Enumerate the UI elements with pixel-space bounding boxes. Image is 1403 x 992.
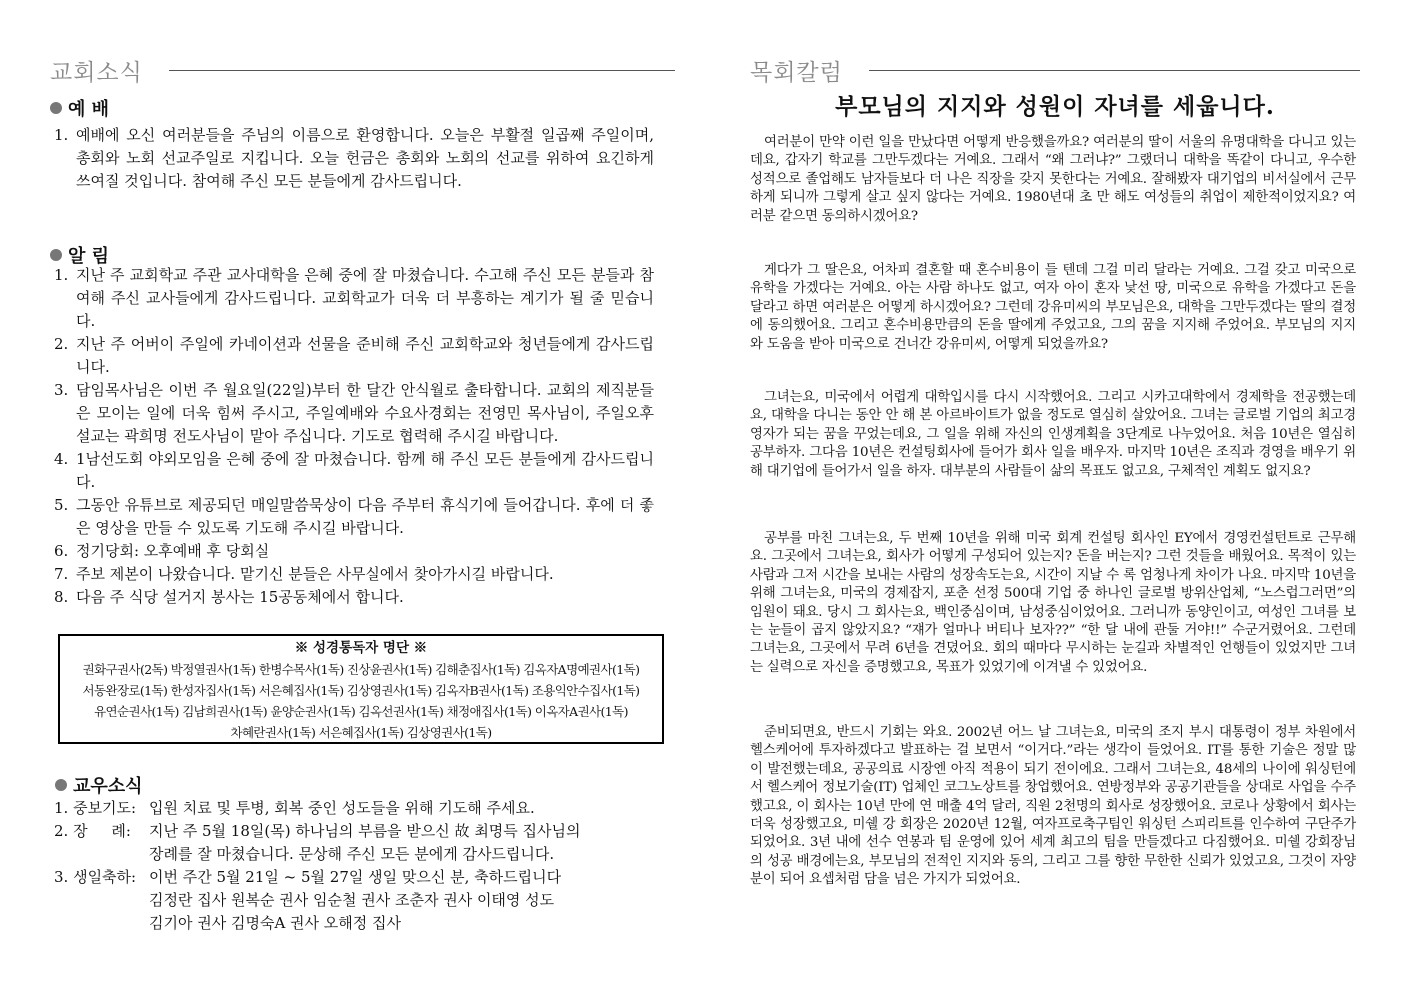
column-paragraph: 준비되면요, 반드시 기회는 와요. 2002년 어느 날 그녀는요, 미국의 조지 부시 대통령이 정부 차원에서 헬스케어에 투자하겠다고 발표하는 걸 보면서 “이거다.”라는 생각이 들었어요. IT를 통한 기술은 정말 많이 발전했는데요, 공공의료 시장엔 아직 적용이 되기 전이에요. 그래서 그녀는요, 48세의 나이에 워싱턴에서 헬스케어 정보기술(IT) 업체인 코그노상트를 창업했어요. 연방정부와 공공기관들을 상대로 사업을 수주했고요, 이 회사는 10년 만에 연 매출 4억 달러, 직원 2천명의 회사로 성장했어요. 코로나 상황에서 회사는 더욱 성장했고요, 미쉘 강 회장은 2020년 12월, 여자프로축구팀인 워싱턴 스피리트를 인수하여 구단주가 되었어요. 3년 내에 선수 연봉과 팀 운영에 있어 세계 최고의 팀을 만들겠다고 다짐했어요. 미쉘 강회장님의 성공 배경에는요, 부모님의 전적인 지지와 동의, 그리고 그를 향한 무한한 신뢰가 있었고요, 그것이 자양분이 되어 요셉처럼 담을 넘은 가지가 되었어요. — [750, 725, 1356, 888]
pastor-column-header — [750, 52, 1360, 88]
readers-line: 유연순권사(1독) 김남희권사(1독) 윤양순권사(1독) 김옥선권사(1독) 채정애집사(1독) 이옥자A권사(1독) — [94, 704, 628, 719]
members-news — [54, 797, 664, 935]
worship-heading: 예 배 — [50, 95, 109, 121]
column-paragraph: 그녀는요, 미국에서 어렵게 대학입시를 다시 시작했어요. 그리고 시카고대학에서 경제학을 전공했는데요, 대학을 다니는 동안 안 해 본 아르바이트가 없을 정도로 열심히 살았어요. 그녀는 글로벌 기업의 최고경영자가 되는 꿈을 꾸었는데요, 그 일을 위해 자신의 인생계획을 3단계로 나누었어요. 처음 10년은 열심히 공부하자. 그다음 10년은 컨설팅회사에 들어가 회사 일을 배우자. 마지막 10년은 조직과 경영을 배우기 위해 대기업에 들어가서 일을 하자. 대부분의 사람들이 삶의 목표도 없고요, 구체적인 계획도 없지요? — [750, 390, 1356, 479]
list-item: 5. 그동안 유튜브로 제공되던 매일말씀묵상이 다음 주부터 휴식기에 들어갑니다. 후에 더 좋은 영상을 만들 수 있도록 기도해 주시길 바랍니다. — [54, 496, 654, 537]
column-title: 부모님의 지지와 성원이 자녀를 세웁니다. — [835, 93, 1275, 120]
section-title: 교회소식 — [50, 59, 143, 86]
header-rule — [869, 70, 1360, 71]
list-item: 3. 담임목사님은 이번 주 월요일(22일)부터 한 달간 안식월로 출타합니다. 교회의 제직분들은 모이는 일에 더욱 힘써 주시고, 주일예배와 수요사경회는 전영민 목사님이, 주일오후 설교는 곽희명 전도사님이 맡아 주십니다. 기도로 협력해 주시길 바랍니다. — [54, 381, 654, 445]
members-row: 3. 생일축하: 이번 주간 5월 21일 ~ 5월 27일 생일 맞으신 분, 축하드립니다 김정란 집사 원복순 권사 임순철 권사 조춘자 권사 이태영 성도 김기아 권사 김명숙A 권사 오해정 집사 — [54, 866, 664, 935]
readers-line: 서동완장로(1독) 한성자집사(1독) 서은혜집사(1독) 김상영권사(1독) 김옥자B권사(1독) 조용익안수집사(1독) — [82, 683, 640, 698]
notices-list — [54, 264, 654, 609]
column-paragraph: 게다가 그 딸은요, 어차피 결혼할 때 혼수비용이 들 텐데 그걸 미리 달라는 거예요. 그걸 갖고 미국으로 유학을 가겠다는 거예요. 아는 사람 하나도 없고, 여자 아이 혼자 낯선 땅, 미국으로 유학을 가겠다고 돈을 달라고 하면 여러분은 어떻게 하시겠어요? 그런데 강유미씨의 부모님은요, 대학을 그만두겠다는 딸의 결정에 동의했어요. 그리고 혼수비용만큼의 돈을 딸에게 주었고요, 그의 꿈을 지지해 주었어요. 부모님의 지지와 도움을 받아 미국으로 건너간 강유미씨, 어떻게 되었을까요? — [750, 263, 1356, 352]
bullet-dot-icon — [55, 779, 67, 791]
members-row: 1. 중보기도: 입원 치료 및 투병, 회복 중인 성도들을 위해 기도해 주세요. — [54, 797, 664, 820]
column-paragraph: 공부를 마친 그녀는요, 두 번째 10년을 위해 미국 회계 컨설팅 회사인 EY에서 경영컨설턴트로 근무해요. 그곳에서 그녀는요, 회사가 어떻게 구성되어 있는지? 돈을 버는지? 그런 것들을 배웠어요. 목적이 있는 사람과 그저 시간을 보내는 사람의 성장속도는요, 시간이 지날 수 록 엄청나게 차이가 나요. 마지막 10년을 위해 그녀는요, 미국의 경제잡지, 포춘 선정 500대 기업 중 하나인 글로벌 방위산업체, “노스럽그러먼”의 임원이 돼요. 당시 그 회사는요, 백인중심이며, 남성중심이었어요. 그러니까 동양인이고, 여성인 그녀를 보는 눈들이 곱지 않았지요? “쟤가 얼마나 버티나 보자??” “한 달 내에 관둘 거야!!” 수군거렸어요. 그런데 그녀는요, 그곳에서 무려 6년을 견뎠어요. 회의 때마다 무시하는 눈길과 차별적인 언행들이 있었지만 그녀는 실력으로 자신을 증명했고요, 목표가 있었기에 이겨낼 수 있었어요. — [750, 531, 1356, 675]
members-key: 1. 중보기도: — [54, 799, 137, 817]
members-heading: 교우소식 — [55, 772, 143, 798]
bullet-dot-icon — [50, 102, 62, 114]
church-news-header — [50, 52, 675, 88]
readers-line: 권화구권사(2독) 박정열권사(1독) 한병수목사(1독) 진상윤권사(1독) 김해춘집사(1독) 김옥자A명예권사(1독) — [82, 662, 640, 677]
readers-title: ※ 성경통독자 명단 ※ — [294, 640, 428, 656]
members-key: 2. 장 례: — [54, 822, 131, 840]
section-title: 목회칼럼 — [750, 59, 843, 86]
column-paragraph: 여러분이 만약 이런 일을 만났다면 어떻게 반응했을까요? 여러분의 딸이 서울의 유명대학을 다니고 있는데요, 갑자기 학교를 그만두겠다는 거예요. 그래서 “왜 그러냐?” 그랬더니 대학을 똑같이 다니고, 우수한 성적으로 졸업해도 남자들보다 더 나은 직장을 갖지 못한다는 거예요. 잘해봤자 대기업의 비서실에서 근무하게 되니까 그렇게 살고 싶지 않다는 거예요. 1980년대 초 만 해도 여성들의 취업이 제한적이었지요? 여러분 같으면 동의하시겠어요? — [750, 135, 1356, 224]
worship-list — [54, 124, 654, 193]
bible-readers-box — [58, 634, 664, 744]
list-item: 2. 지난 주 어버이 주일에 카네이션과 선물을 준비해 주신 교회학교와 청년들에게 감사드립니다. — [54, 335, 654, 376]
notices-heading: 알 림 — [50, 242, 109, 268]
list-item: 7. 주보 제본이 나왔습니다. 맡기신 분들은 사무실에서 찾아가시길 바랍니다. — [54, 565, 554, 583]
list-item: 6. 정기당회: 오후예배 후 당회실 — [54, 542, 270, 560]
header-rule — [169, 70, 675, 71]
bullet-dot-icon — [50, 249, 62, 261]
members-row: 2. 장 례: 지난 주 5월 18일(목) 하나님의 부름을 받으신 故 최명득 집사님의 장례를 잘 마쳤습니다. 문상해 주신 모든 분에게 감사드립니다. — [54, 820, 664, 866]
readers-line: 차혜란권사(1독) 서은혜집사(1독) 김상영권사(1독) — [230, 725, 492, 740]
members-key: 3. 생일축하: — [54, 868, 137, 886]
list-item: 1. 예배에 오신 여러분들을 주님의 이름으로 환영합니다. 오늘은 부활절 일곱째 주일이며, 총회와 노회 선교주일로 지킵니다. 오늘 헌금은 총회와 노회의 선교를 위하여 요긴하게 쓰여질 것입니다. 참여해 주신 모든 분들에게 감사드립니다. — [54, 126, 654, 190]
list-item: 4. 1남선도회 야외모임을 은혜 중에 잘 마쳤습니다. 함께 해 주신 모든 분들에게 감사드립니다. — [54, 450, 654, 491]
list-item: 1. 지난 주 교회학교 주관 교사대학을 은혜 중에 잘 마쳤습니다. 수고해 주신 모든 분들과 참여해 주신 교사들에게 감사드립니다. 교회학교가 더욱 더 부흥하는 계기가 될 줄 믿습니다. — [54, 266, 654, 330]
list-item: 8. 다음 주 식당 설거지 봉사는 15공동체에서 합니다. — [54, 588, 404, 606]
